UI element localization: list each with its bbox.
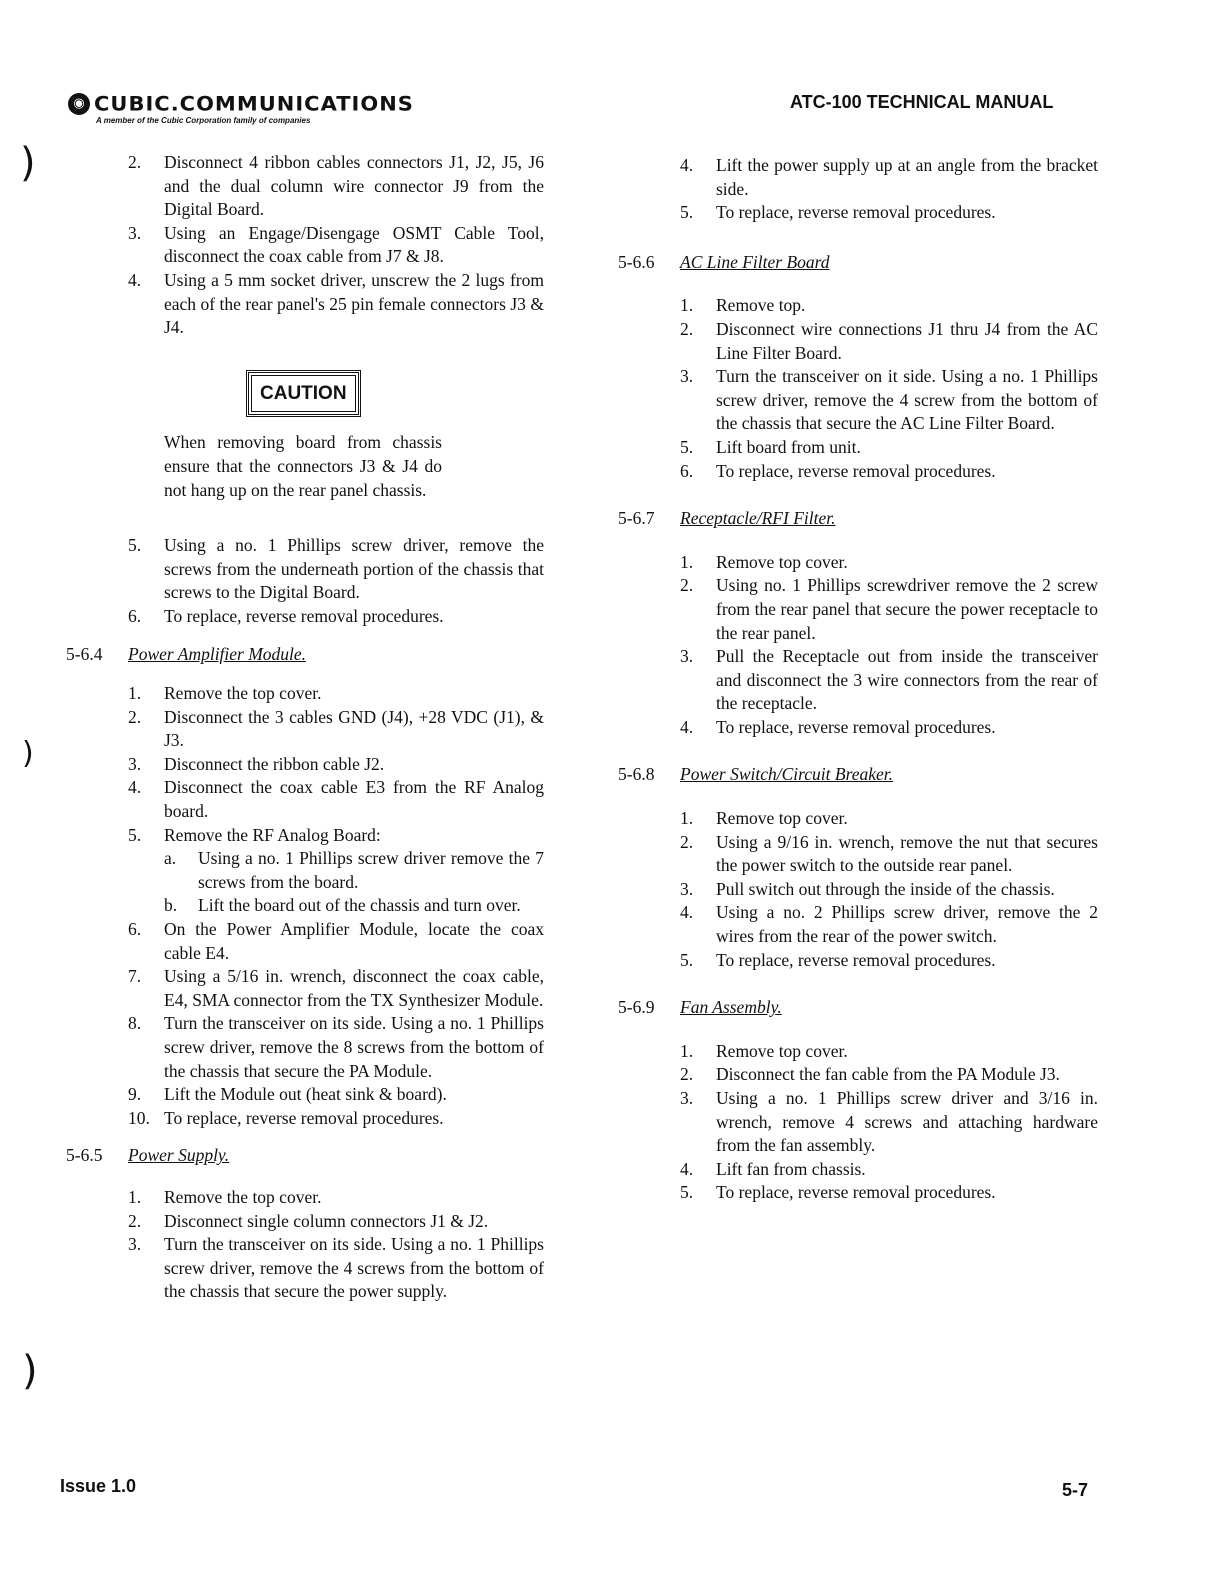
list-item: 3. Disconnect the ribbon cable J2. [128,753,385,774]
list-item: 2. Using a 9/16 in. wrench, remove the nut that secures the power switch to the outside rear panel. [680,831,1098,876]
section-heading-power-switch: 5-6.8 Power Switch/Circuit Breaker. [618,763,1098,787]
rf-analog-substeps [164,847,544,918]
company-logo [68,92,414,116]
section-title: Power Amplifier Module. [128,643,307,664]
section-heading-receptacle: 5-6.7 Receptacle/RFI Filter. [618,507,1098,531]
list-item: 1. Remove top. [680,295,806,316]
left-column [66,151,544,1304]
list-item: 1. Remove top cover. [680,1040,848,1061]
list-item [128,847,544,918]
list-item: 1. Remove top cover. [680,808,848,829]
list-item: 2. Disconnect the 3 cables GND (J4), +28 VDC (J1), & J3. [128,706,544,751]
list-item: 5. To replace, reverse removal procedures. [680,949,996,970]
section-title: Receptacle/RFI Filter. [680,508,836,529]
list-item: 6. To replace, reverse removal procedures. [680,460,996,481]
list-item: 3. Using an Engage/Disengage OSMT Cable Tool, disconnect the coax cable from J7 & J8. [128,222,544,267]
issue-label: Issue 1.0 [60,1476,137,1496]
fan-assembly-steps [680,1040,1098,1205]
list-item: 4. Lift fan from chassis. [680,1158,866,1179]
section-heading-ac-line-filter: 5-6.6 AC Line Filter Board [618,251,1098,275]
digital-board-steps-b [128,534,544,628]
list-item: 6. On the Power Amplifier Module, locate the coax cable E4. [128,919,544,963]
ac-line-filter-steps [680,294,1098,483]
receptacle-steps [680,551,1098,740]
right-column [618,154,1098,1205]
list-item: 5. To replace, reverse removal procedures. [680,1182,996,1203]
logo-subtitle: A member of the Cubic Corporation family of companies [96,116,311,125]
section-heading-power-amplifier: 5-6.4 Power Amplifier Module. [66,643,544,667]
list-item: 1. Remove the top cover. [128,1186,322,1207]
caution-label: CAUTION [251,375,356,413]
list-item: 3. Pull switch out through the inside of the chassis. [680,878,1055,899]
power-supply-steps-continued [680,154,1098,225]
list-item: 1. Remove the top cover. [128,683,322,704]
list-item: b. Lift the board out of the chassis and turn over. [164,895,521,916]
list-item: 8. Turn the transceiver on its side. Using a no. 1 Phillips screw driver, remove the 8 screws from the bottom of the chassis that secure the PA Module. [128,1013,544,1081]
list-item: 2. Disconnect single column connectors J1 & J2. [128,1210,489,1231]
section-title: AC Line Filter Board [680,251,830,272]
list-item: 3. Turn the transceiver on its side. Using a no. 1 Phillips screw driver, remove the 4 screws from the bottom of the chassis that secure the power supply. [128,1234,544,1302]
list-item: 2. Using no. 1 Phillips screwdriver remove the 2 screw from the rear panel that secure the power receptacle to the rear panel. [680,575,1098,643]
power-switch-steps [680,807,1098,972]
page-number: 5-7 [1062,1480,1089,1500]
list-item: 3. Pull the Receptacle out from inside the transceiver and disconnect the 3 wire connectors from the rear of the receptacle. [680,646,1098,714]
list-item: 1. Remove top cover. [680,551,848,572]
list-item: 4. Disconnect the coax cable E3 from the RF Analog board. [128,777,544,822]
list-item: 10. To replace, reverse removal procedures. [128,1107,444,1128]
list-item: 3. Turn the transceiver on it side. Using a no. 1 Phillips screw driver, remove the 4 screw from the bottom of the chassis that secure the AC Line Filter Board. [680,366,1098,434]
power-amplifier-steps [128,682,544,1130]
caution-text: When removing board from chassis ensure that the connectors J3 & J4 do not hang up on the rear panel chassis. [164,432,442,500]
list-item: 7. Using a 5/16 in. wrench, disconnect the coax cable, E4, SMA connector from the TX Synthesizer Module. [128,966,544,1010]
power-supply-steps [128,1186,544,1304]
list-item: 5. Using a no. 1 Phillips screw driver, remove the screws from the underneath portion of the chassis that screws to the Digital Board. [128,535,544,603]
manual-title: ATC-100 TECHNICAL MANUAL [790,92,1054,112]
list-item: 4. To replace, reverse removal procedures. [680,716,996,737]
globe-icon: ◉ [68,93,90,115]
section-heading-fan-assembly: 5-6.9 Fan Assembly. [618,996,1098,1020]
list-item: 5. Remove the RF Analog Board: [128,824,381,845]
list-item: 2. Disconnect 4 ribbon cables connectors J1, J2, J5, J6 and the dual column wire connector J9 from the Digital Board. [128,152,544,220]
list-item: 5. To replace, reverse removal procedures. [680,202,996,223]
list-item: 6. To replace, reverse removal procedures. [128,605,444,626]
binding-mark-middle: ) [22,736,34,771]
list-item: 4. Lift the power supply up at an angle from the bracket side. [680,155,1098,199]
list-item: 5. Lift board from unit. [680,436,861,457]
section-heading-power-supply: 5-6.5 Power Supply. [66,1144,544,1168]
section-title: Fan Assembly. [680,997,782,1018]
list-item: 4. Using a no. 2 Phillips screw driver, remove the 2 wires from the rear of the power switch. [680,902,1098,947]
section-title: Power Supply. [128,1145,230,1166]
binding-mark-bottom: ) [22,1348,38,1394]
binding-mark-top: ) [20,140,36,186]
digital-board-steps-a [128,151,544,340]
list-item: 3. Using a no. 1 Phillips screw driver and 3/16 in. wrench, remove 4 screws and attaching hardware from the fan assembly. [680,1088,1098,1156]
list-item: 2. Disconnect the fan cable from the PA Module J3. [680,1064,1060,1085]
section-title: Power Switch/Circuit Breaker. [680,764,894,785]
list-item: a. Using a no. 1 Phillips screw driver remove the 7 screws from the board. [164,848,544,892]
list-item: 9. Lift the Module out (heat sink & board). [128,1084,447,1105]
list-item: 4. Using a 5 mm socket driver, unscrew the 2 lugs from each of the rear panel's 25 pin female connectors J3 & J4. [128,269,544,338]
list-item: 2. Disconnect wire connections J1 thru J4 from the AC Line Filter Board. [680,318,1098,363]
logo-text: CUBIC.COMMUNICATIONS [94,92,414,116]
caution-box [246,370,544,418]
